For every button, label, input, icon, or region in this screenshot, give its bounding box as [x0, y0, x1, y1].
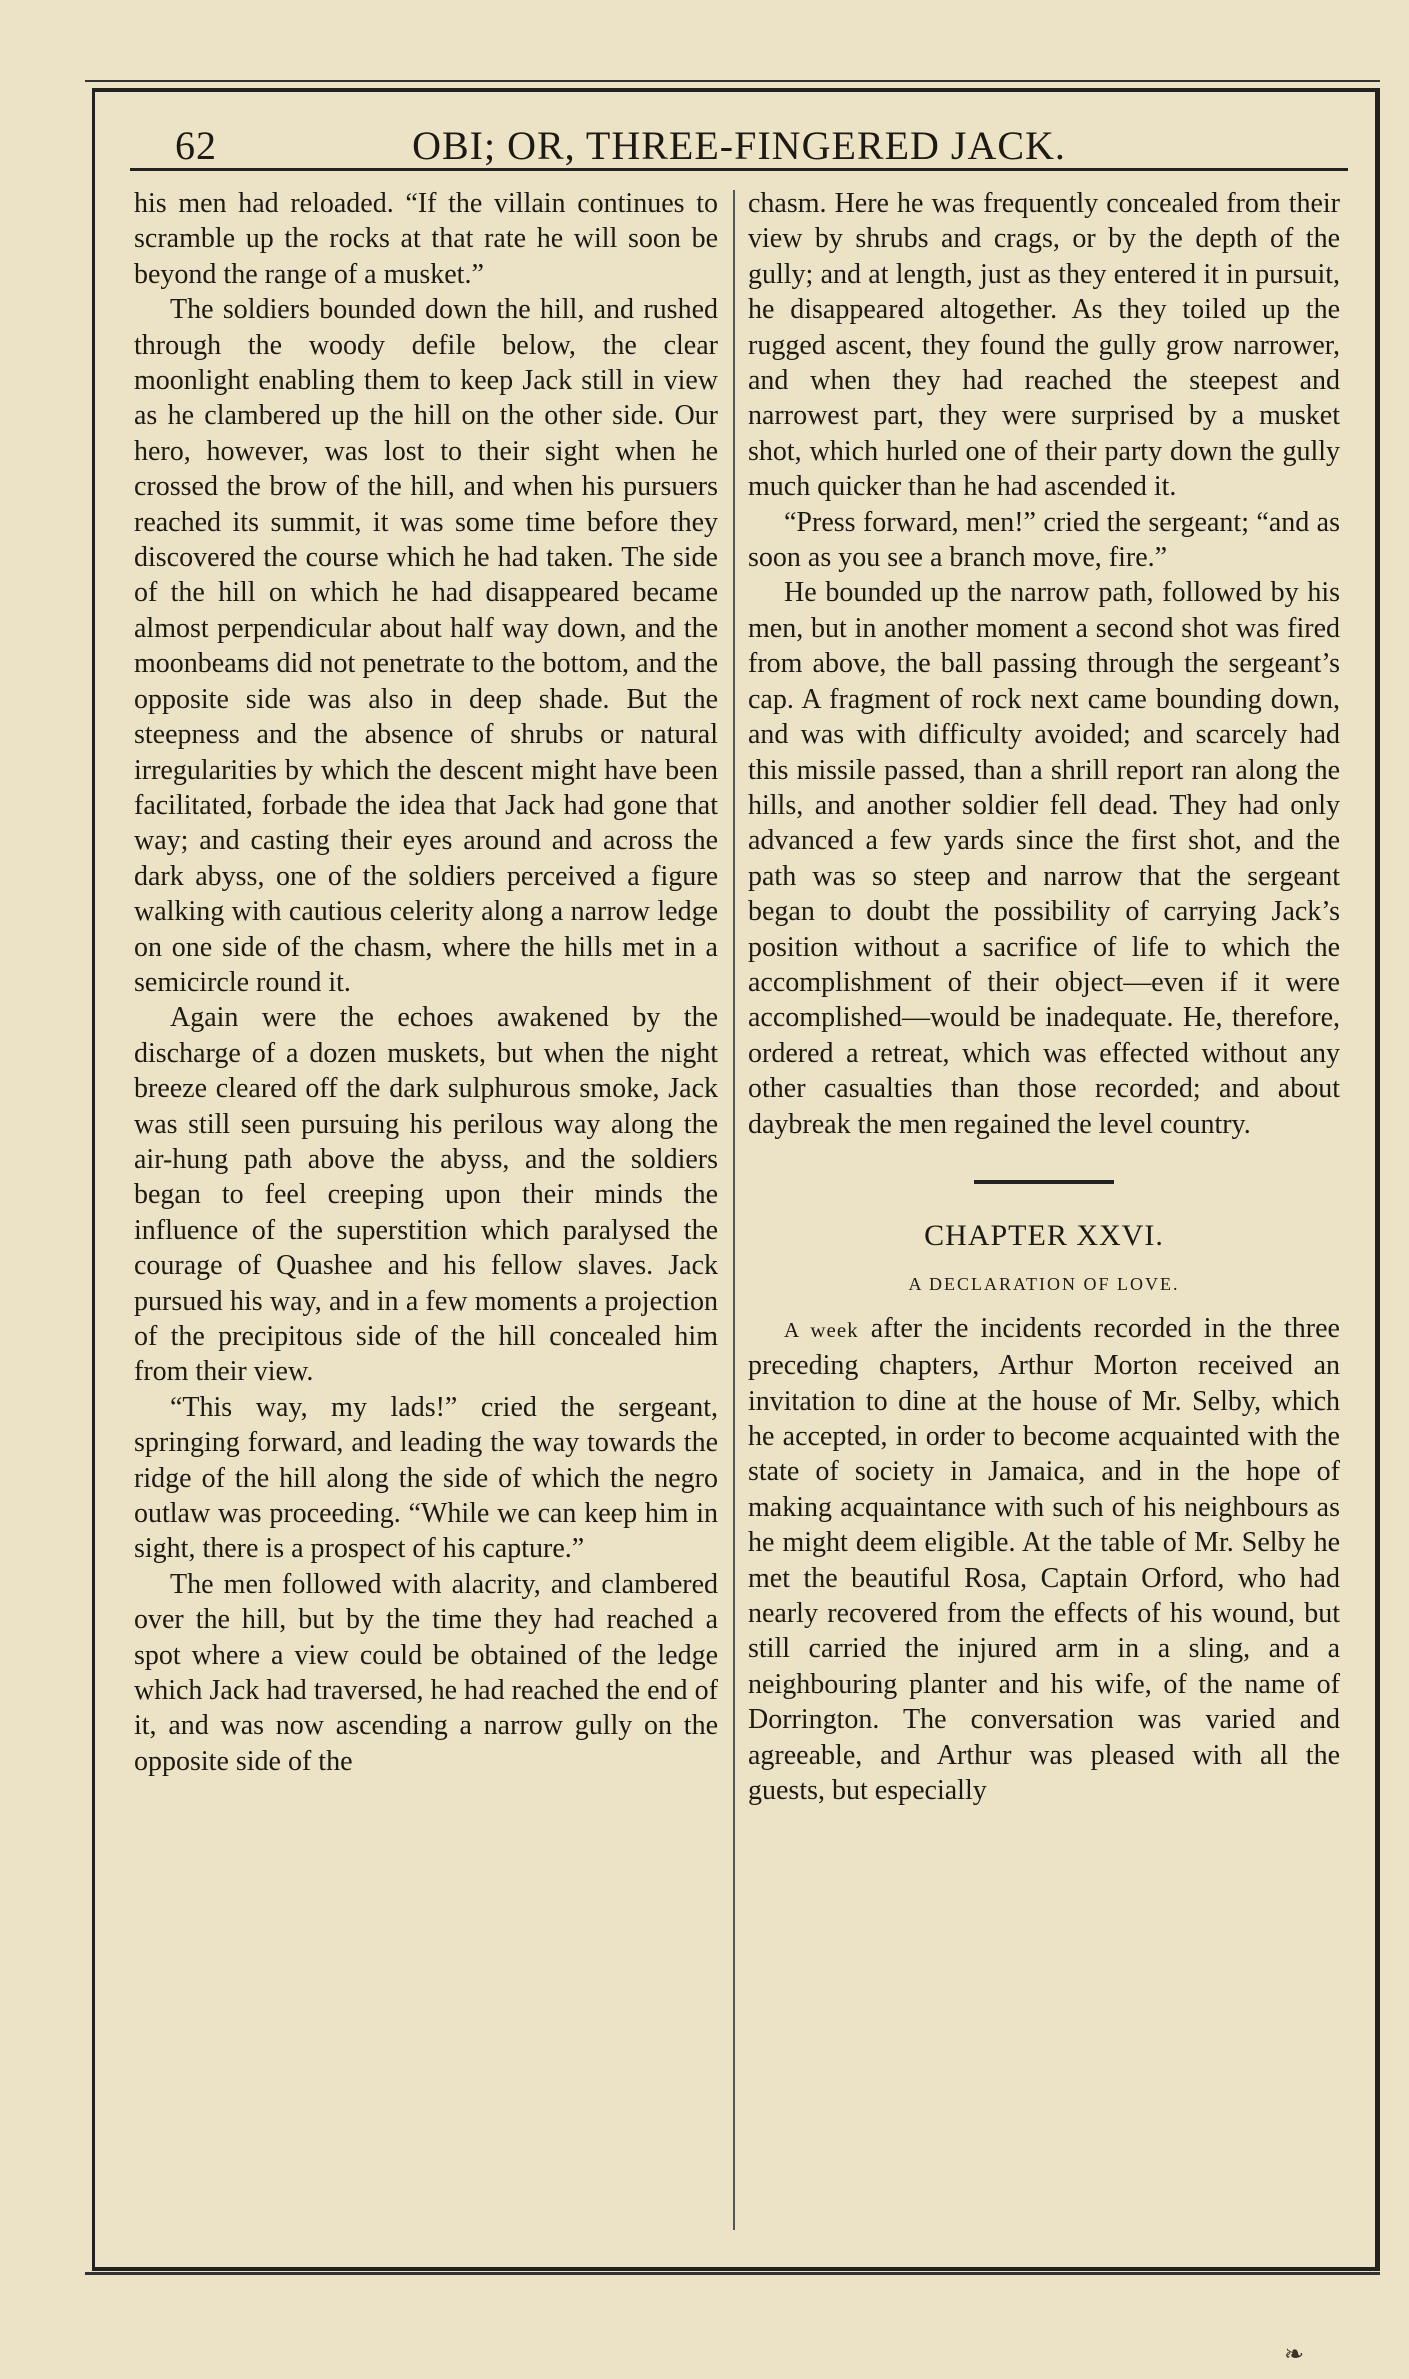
paragraph: “Press forward, men!” cried the sergeant; “and as soon as you see a branch move, fire.”	[748, 506, 1340, 574]
column-divider	[733, 190, 735, 2230]
paragraph: He bounded up the narrow path, followed by his men, but in another moment a second shot was fired from above, the ball passing through the sergeant’s cap. A fragment of rock next came bounding down, and was with difficulty avoided; and scarcely had this missile passed, than a shrill report ran along the hills, and another soldier fell dead. They had only advanced a few yards since the first shot, and the path was so steep and narrow that the sergeant began to doubt the possibility of carrying Jack’s position without a sacrifice of life to which the accomplishment of their object—even if it were accomplished—would be inadequate. He, therefore, ordered a retreat, which was effected without any other casualties than those recorded; and about daybreak the men regained the level country.	[748, 577, 1340, 1140]
paragraph: The men followed with alacrity, and clambered over the hill, but by the time they had reached a spot where a view could be obtained of the ledge which Jack had traversed, he had reached the end of it, and was now ascending a narrow gully on the opposite side of the	[134, 1568, 718, 1777]
page-number: 62	[175, 123, 217, 168]
outer-rule-top	[85, 80, 1380, 82]
running-title: OBI; OR, THREE-FINGERED JACK.	[412, 123, 1066, 168]
page-header	[130, 112, 1348, 171]
paragraph: his men had reloaded. “If the villain continues to scramble up the rocks at that rate he will soon be beyond the range of a musket.”	[134, 188, 718, 290]
chapter-opening-paragraph	[748, 1311, 1340, 1809]
printer-ornament-icon: ❧	[1284, 2340, 1305, 2368]
chapter-heading: CHAPTER XXVI.	[924, 1218, 1164, 1252]
paragraph: The soldiers bounded down the hill, and rushed through the woody defile below, the clear moonlight enabling them to keep Jack still in view as he clambered up the hill on the other side. Our hero, however, was lost to their sight when he crossed the brow of the hill, and when his pursuers reached its summit, it was some time before they discovered the course which he had taken. The side of the hill on which he had disappeared became almost perpendicular about half way down, and the moonbeams did not penetrate to the bottom, and the opposite side was also in deep shade. But the steepness and the absence of shrubs or natural irregularities by which the descent might have been facilitated, forbade the idea that Jack had gone that way; and casting their eyes around and across the dark abyss, one of the soldiers perceived a figure walking with cautious celerity along a narrow ledge on one side of the chasm, where the hills met in a semicircle round it.	[134, 294, 718, 998]
section-rule	[974, 1180, 1114, 1184]
paragraph: chasm. Here he was frequently concealed from their view by shrubs and crags, or by the depth of the gully; and at length, just as they entered it in pursuit, he disappeared altogether. As they toiled up the rugged ascent, they found the gully grow narrower, and when they had reached the steepest and narrowest part, they were surprised by a musket shot, which hurled one of their party down the gully much quicker than he had ascended it.	[748, 188, 1340, 503]
opening-words: A week	[784, 1317, 859, 1342]
outer-rule-bottom	[85, 2272, 1380, 2275]
right-column	[748, 186, 1340, 1808]
paragraph: Again were the echoes awakened by the discharge of a dozen muskets, but when the night breeze cleared off the dark sulphurous smoke, Jack was still seen pursuing his perilous way along the air-hung path above the abyss, and the soldiers began to feel creeping upon their minds the influence of the superstition which paralysed the courage of Quashee and his fellow slaves. Jack pursued his way, and in a few moments a projection of the precipitous side of the hill concealed him from their view.	[134, 1002, 718, 1388]
opening-text: after the incidents recorded in the three preceding chapters, Arthur Morton received an invitation to dine at the house of Mr. Selby, which he accepted, in order to become acquainted with the state of society in Jamaica, and in the hope of making acquaintance with such of his neighbours as he might deem eligible. At the table of Mr. Selby he met the beautiful Rosa, Captain Orford, who had nearly recovered from the effects of his wound, but still carried the injured arm in a sling, and a neighbouring planter and his wife, of the name of Dorrington. The conversation was varied and agreeable, and Arthur was pleased with all the guests, but especially	[748, 1312, 1340, 1807]
paragraph: “This way, my lads!” cried the sergeant, springing forward, and leading the way towards the ridge of the hill along the side of which the negro outlaw was proceeding. “While we can keep him in sight, there is a prospect of his capture.”	[134, 1391, 718, 1565]
left-column	[134, 186, 718, 1779]
chapter-subtitle: A DECLARATION OF LOVE.	[908, 1274, 1180, 1295]
